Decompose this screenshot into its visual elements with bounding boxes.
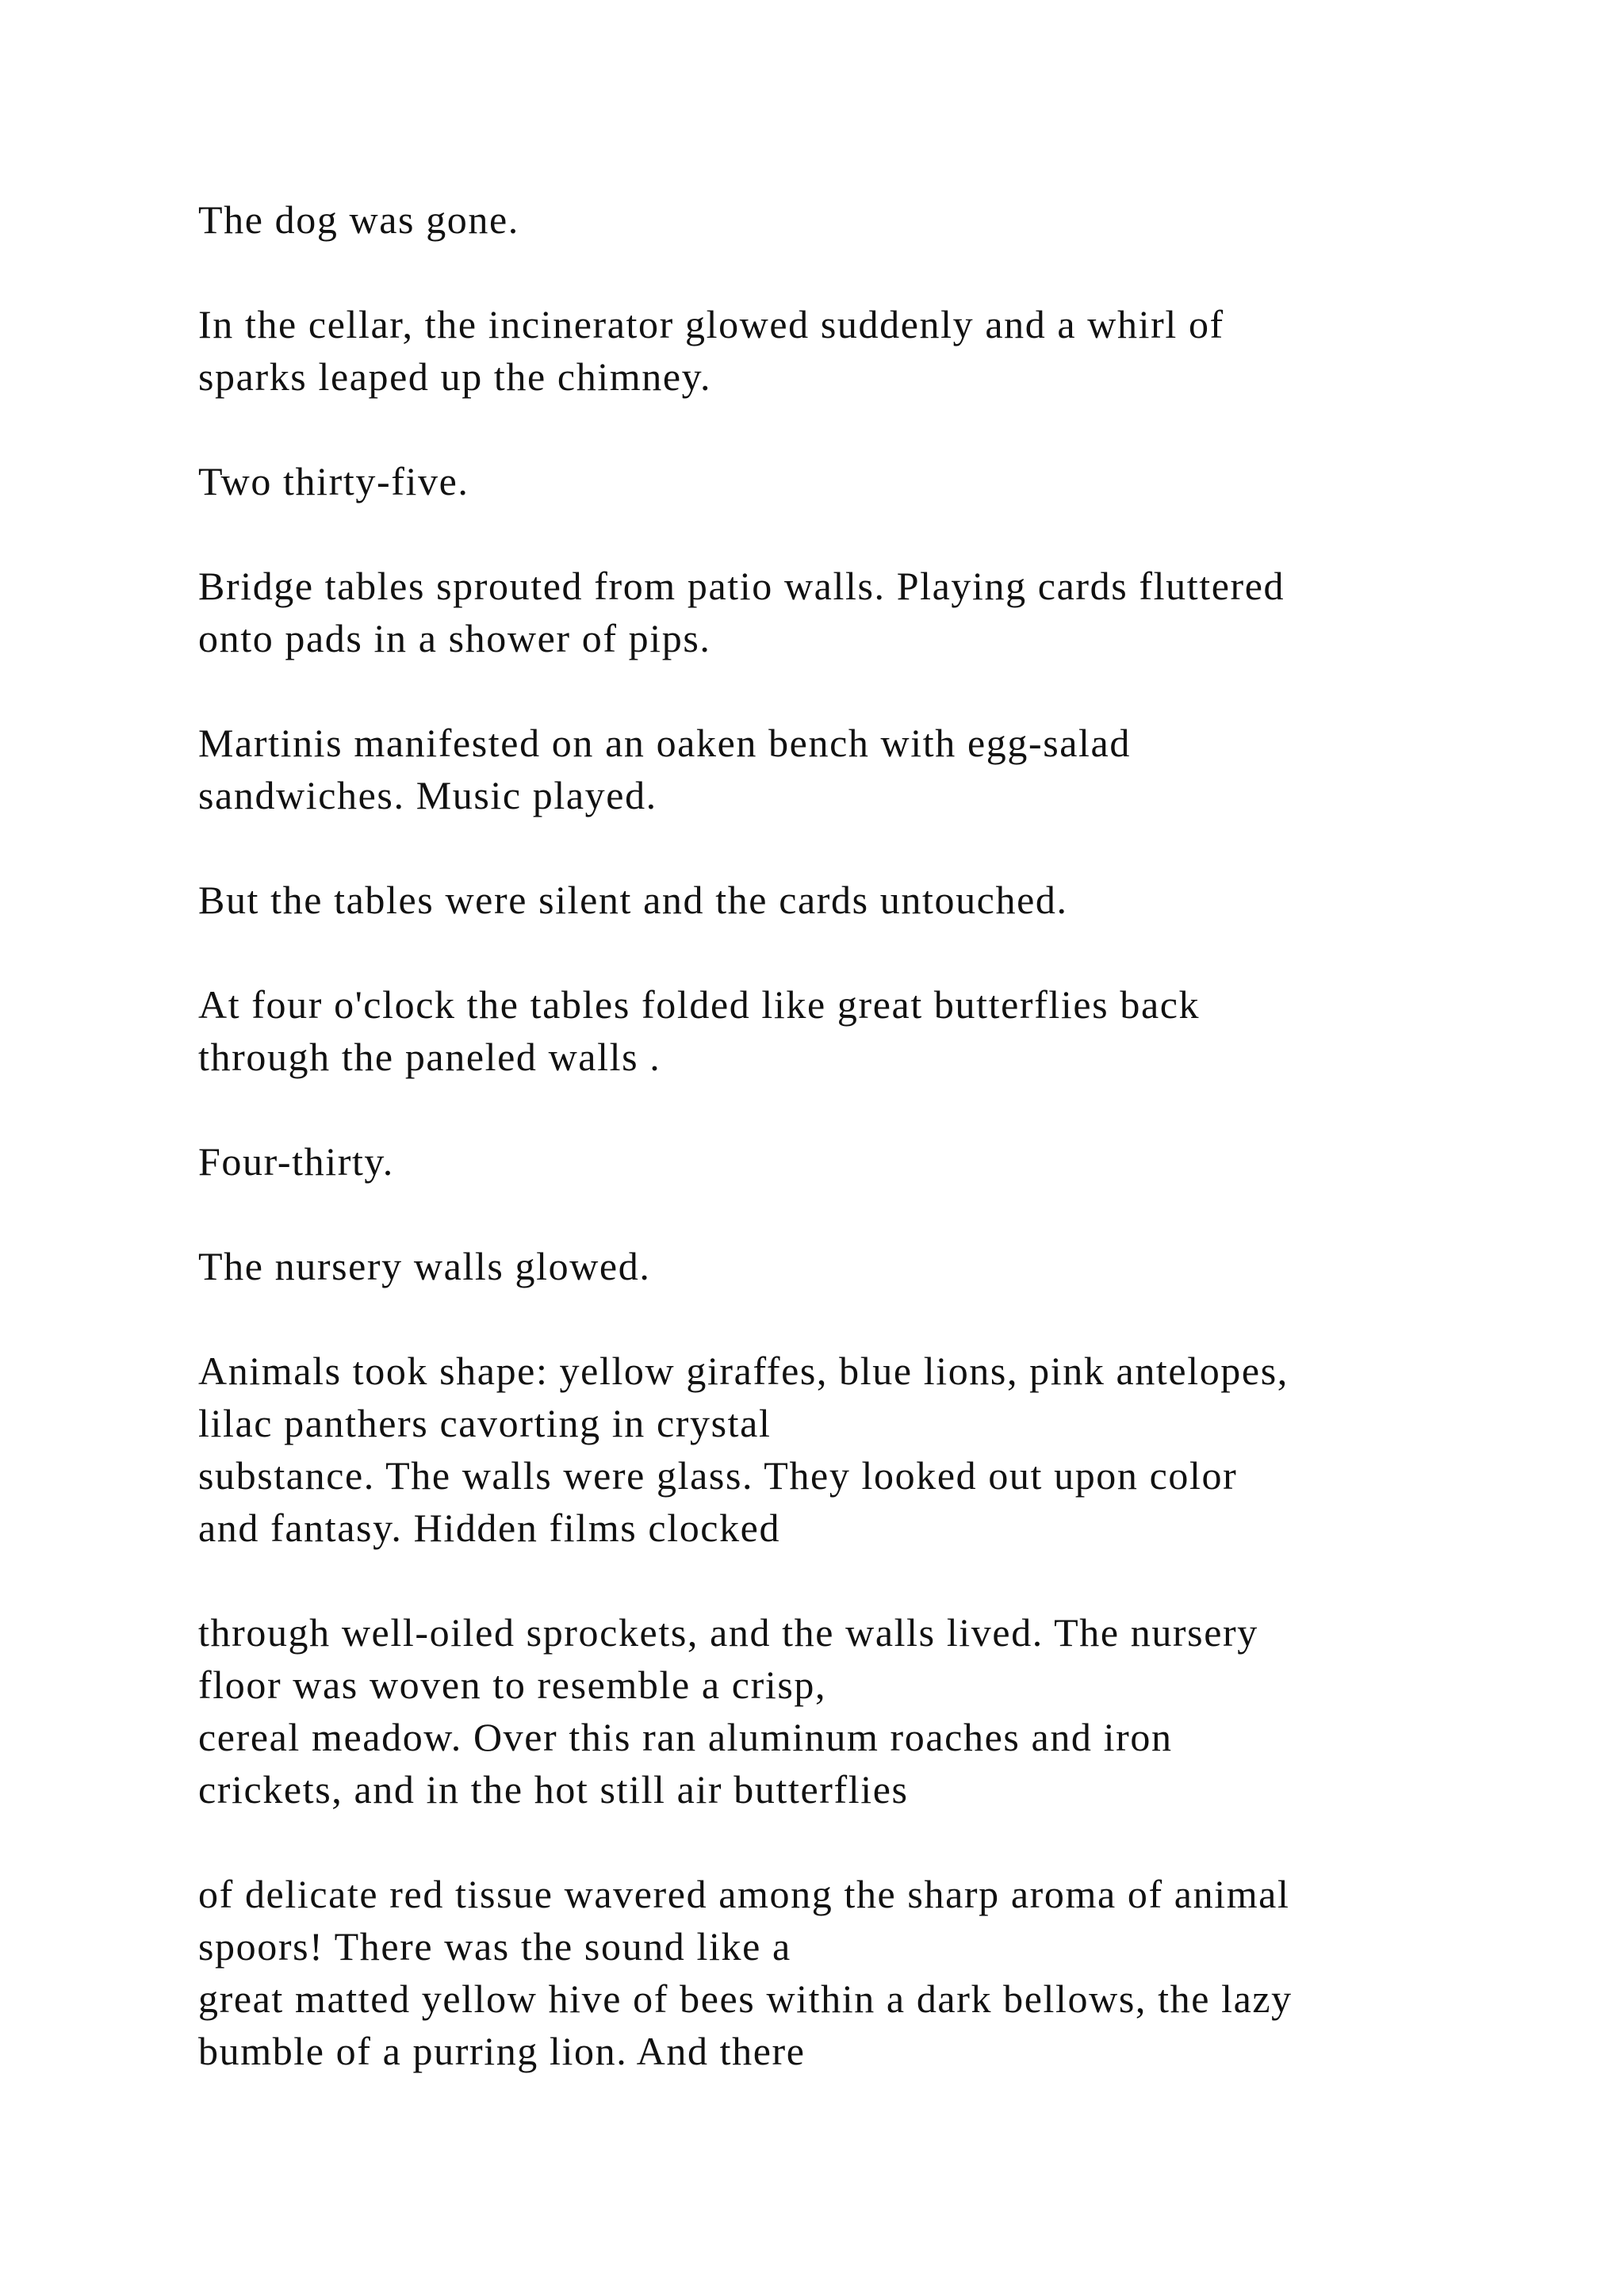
paragraph: In the cellar, the incinerator glowed suddenly and a whirl of sparks leaped up the chimney. [198, 302, 1224, 399]
paragraph: But the tables were silent and the cards untouched. [198, 878, 1068, 922]
paragraph: Martinis manifested on an oaken bench with egg-salad sandwiches. Music played. [198, 721, 1131, 817]
paragraph: Four-thirty. [198, 1139, 394, 1184]
paragraph: substance. The walls were glass. They looked out upon color and fantasy. Hidden films clocked [198, 1453, 1238, 1550]
paragraph: great matted yellow hive of bees within a dark bellows, the lazy bumble of a purring lion. And there [198, 1976, 1293, 2073]
paragraph: Animals took shape: yellow giraffes, blue lions, pink antelopes, lilac panthers cavorting in crystal [198, 1349, 1289, 1445]
body-text [198, 193, 1530, 2130]
paragraph: The dog was gone. [198, 197, 519, 242]
paragraph: of delicate red tissue wavered among the sharp aroma of animal spoors! There was the sound like a [198, 1872, 1290, 1969]
paragraph: through well-oiled sprockets, and the walls lived. The nursery floor was woven to resemble a crisp, [198, 1610, 1258, 1707]
paragraph: cereal meadow. Over this ran aluminum roaches and iron crickets, and in the hot still air butterflies [198, 1715, 1173, 1812]
paragraph: Bridge tables sprouted from patio walls. Playing cards fluttered onto pads in a shower of pips. [198, 564, 1285, 660]
paragraph: The nursery walls glowed. [198, 1244, 651, 1288]
paragraph: At four o'clock the tables folded like great butterflies back through the paneled walls . [198, 982, 1201, 1079]
paragraph: Two thirty-five. [198, 459, 469, 503]
